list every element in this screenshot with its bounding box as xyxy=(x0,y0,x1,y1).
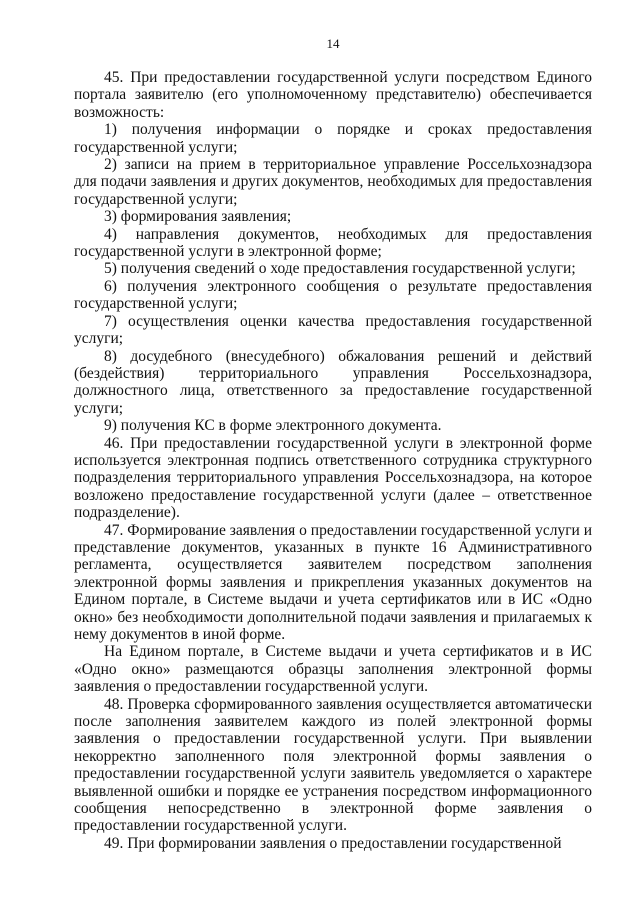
list-item-4: 4) направления документов, необходимых для предоставления государственной услуги в электронной форме; xyxy=(74,225,592,261)
list-item-3: 3) формирования заявления; xyxy=(104,208,292,226)
list-item-7: 7) осуществления оценки качества предоставления государственной услуги; xyxy=(74,312,592,348)
paragraph-49: 49. При формировании заявления о предоставлении государственной xyxy=(104,834,562,852)
list-item-9: 9) получения КС в форме электронного документа. xyxy=(104,417,442,435)
page-number: 14 xyxy=(326,36,340,51)
list-item-8: 8) досудебного (внесудебного) обжалования решений и действий (бездействия) территориального управления Россельхознадзора, должностного лица, ответственного за предоставление государственной услуги; xyxy=(74,347,592,417)
list-item-5: 5) получения сведений о ходе предоставления государственной услуги; xyxy=(104,260,576,278)
paragraph-48: 48. Проверка сформированного заявления осуществляется автоматически после заполнения заявителем каждого из полей электронной формы заявления о предоставлении государственной услуги. При выявлении некорректно заполненного поля электронной формы заявления о предоставлении государственной услуги заявитель уведомляется о характере выявленной ошибки и порядке ее устранения посредством информационного сообщения непосредственно в электронной форме заявления о предоставлении государственной услуги. xyxy=(74,695,592,835)
paragraph-47-continued: На Едином портале, в Системе выдачи и учета сертификатов и в ИС «Одно окно» размещаются образцы заполнения электронной формы заявления о предоставлении государственной услуги. xyxy=(74,643,592,696)
document-body xyxy=(74,69,592,852)
paragraph-46: 46. При предоставлении государственной услуги в электронной форме используется электронная подпись ответственного сотрудника структурного подразделения территориального управления Россельхознадзора, на которое возложено предоставление государственной услуги (далее – ответственное подразделение). xyxy=(74,434,592,522)
paragraph-45: 45. При предоставлении государственной услуги посредством Единого портала заявителю (его уполномоченному представителю) обеспечивается возможность: xyxy=(74,69,592,121)
list-item-6: 6) получения электронного сообщения о результате предоставления государственной услуги; xyxy=(74,277,592,313)
list-item-2: 2) записи на прием в территориальное управление Россельхознадзора для подачи заявления и других документов, необходимых для предоставления государственной услуги; xyxy=(74,156,592,208)
paragraph-47: 47. Формирование заявления о предоставлении государственной услуги и представление документов, указанных в пункте 16 Административного регламента, осуществляется заявителем посредством заполнения электронной формы заявления и прикрепления указанных документов на Едином портале, в Системе выдачи и учета сертификатов или в ИС «Одно окно» без необходимости дополнительной подачи заявления и прилагаемых к нему документов в иной форме. xyxy=(74,521,593,643)
list-item-1: 1) получения информации о порядке и сроках предоставления государственной услуги; xyxy=(74,121,592,156)
